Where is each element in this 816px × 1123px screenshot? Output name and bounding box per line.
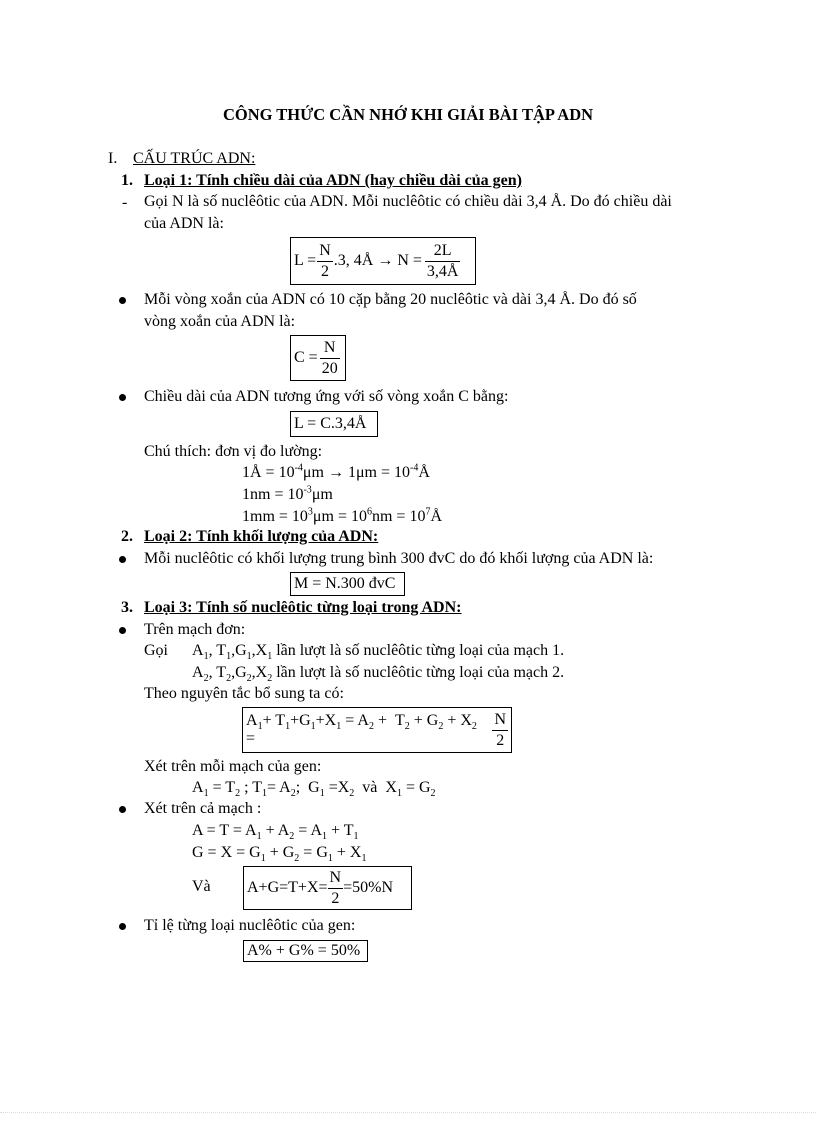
formula-text: M = N.300 đvC <box>294 575 396 592</box>
s: 1 <box>267 651 273 663</box>
loai3-number: 3. <box>121 599 133 616</box>
v: A <box>192 664 204 681</box>
loai1-text-line2: của ADN là: <box>144 215 224 232</box>
bullet-icon <box>119 627 126 634</box>
u-part: Å <box>430 508 442 525</box>
s: 1 <box>246 651 252 663</box>
loai2-heading: Loại 2: Tính khối lượng của ADN: <box>144 528 379 545</box>
u-sup: -3 <box>303 484 312 496</box>
section-number: I. <box>108 150 118 167</box>
s: 1 <box>226 651 232 663</box>
goi-label: Gọi <box>144 642 168 659</box>
formula-mass <box>290 572 405 596</box>
loai1-text-line1: Gọi N là số nuclêôtic của ADN. Mỗi nuclêôtic có chiều dài 3,4 Å. Do đó chiều dài <box>144 193 672 210</box>
section-heading: CẤU TRÚC ADN: <box>133 150 256 167</box>
s: 2 <box>267 673 273 685</box>
formula-lhs: L = <box>294 252 317 269</box>
per-strand-eq: $A_1 = T_2$ ; $T_1= A_2$; $G_1 =X_2$ và $X_1 = G_2$ <box>192 779 436 800</box>
formula-length <box>290 237 476 285</box>
frac-num: N <box>328 870 344 889</box>
page-bottom-border <box>0 1112 816 1113</box>
s: 2 <box>203 673 209 685</box>
loai2-text: Mỗi nuclêôtic có khối lượng trung bình 300 đvC do đó khối lượng của ADN là: <box>144 550 654 567</box>
u-sup: 6 <box>366 506 372 518</box>
u-part: Å <box>418 464 430 481</box>
u-part: 1nm = 10 <box>242 486 304 503</box>
unit-line-1 <box>242 462 430 481</box>
unit-line-2 <box>242 484 333 503</box>
u-sup: 3 <box>307 506 313 518</box>
v: X <box>255 664 268 681</box>
loai1-text-line4: vòng xoắn của ADN là: <box>144 313 296 330</box>
s: 2 <box>246 673 252 685</box>
frac-den: 2 <box>496 731 505 749</box>
frac-num: N <box>320 340 340 359</box>
formula-total <box>243 866 412 910</box>
frac-den: 2 <box>331 889 340 907</box>
frac-den: 3,4Å <box>426 262 459 280</box>
frac-den: 2 <box>320 262 329 280</box>
loai3-text-1: Trên mạch đơn: <box>144 621 246 638</box>
u-sup: -4 <box>410 462 419 474</box>
formula-text: L = C.3,4Å <box>294 415 367 432</box>
eq-gx: $G = X = G_1 + G_2 = G_1 + X_1$ <box>192 844 367 865</box>
page-title: CÔNG THỨC CẦN NHỚ KHI GIẢI BÀI TẬP ADN <box>222 105 594 124</box>
loai2-number: 2. <box>121 528 133 545</box>
loai3-text-3: Xét trên mỗi mạch của gen: <box>144 758 322 775</box>
loai1-text-line3: Mỗi vòng xoắn của ADN có 10 cặp bằng 20 nuclêôtic và dài 3,4 Å. Do đó số <box>144 291 637 308</box>
va-label: Và <box>192 878 211 895</box>
note-label: Chú thích: đơn vị đo lường: <box>144 443 323 460</box>
u-part: μm <box>311 486 333 503</box>
loai1-number: 1. <box>121 172 133 189</box>
formula-lhs: A+G=T+X= <box>247 879 328 896</box>
v: X <box>255 642 268 659</box>
strand2-line: $A_2$, $T_2,G_2,X_2$ lần lượt là số nuclêôtic từng loại của mạch 2. <box>192 664 565 685</box>
v: lần lượt là số nuclêôtic từng loại của mạch 2. <box>276 664 565 681</box>
v: G <box>235 642 247 659</box>
v: T <box>216 642 227 659</box>
formula-length-turns <box>290 411 378 437</box>
v: G <box>235 664 247 681</box>
s: 2 <box>226 673 232 685</box>
u-part: 1mm = 10 <box>242 508 308 525</box>
v: lần lượt là số nuclêôtic từng loại của mạch 1. <box>276 642 565 659</box>
s: 1 <box>203 651 209 663</box>
formula-lhs: C = <box>294 349 318 366</box>
dash-marker: - <box>122 194 128 211</box>
loai1-heading: Loại 1: Tính chiều dài của ADN (hay chiều dài của gen) <box>144 172 522 189</box>
u-sup: -4 <box>294 462 303 474</box>
loai3-text-2: Theo nguyên tắc bổ sung ta có: <box>144 685 344 702</box>
loai3-text-5: Tỉ lệ từng loại nuclêôtic của gen: <box>144 917 356 934</box>
frac-den: 20 <box>321 359 338 377</box>
frac-num: 2L <box>425 243 461 262</box>
formula-percent <box>243 940 368 962</box>
loai1-text-line5: Chiều dài của ADN tương ứng với số vòng xoắn C bằng: <box>144 388 509 405</box>
eq-at: $A = T = A_1 + A_2 = A_1 + T_1$ <box>192 822 359 843</box>
strand1-line: $A_1$, $T_1,G_1,X_1$ lần lượt là số nuclêôtic từng loại của mạch 1. <box>192 642 565 663</box>
formula-complement: $A_1+ T_1+G_1+X_1 = A_2 + T_2 + G_2 + X_2$ = $\frac{N}{2}$ <box>242 707 512 753</box>
bullet-icon <box>119 923 126 930</box>
frac-num: N <box>492 712 508 731</box>
bullet-icon <box>119 297 126 304</box>
unit-line-3 <box>242 506 442 525</box>
formula-rhs: =50%N <box>343 879 393 896</box>
formula-turns <box>290 335 346 381</box>
u-part: μm = 10 <box>312 508 367 525</box>
bullet-icon <box>119 394 126 401</box>
v: T <box>216 664 227 681</box>
u-sup: 7 <box>425 506 431 518</box>
u-part: 1Å = 10 <box>242 464 295 481</box>
loai3-heading: Loại 3: Tính số nuclêôtic từng loại trong ADN: <box>144 599 462 616</box>
formula-mid: .3, 4Å → N = <box>333 252 422 269</box>
u-part: μm → 1μm = 10 <box>302 464 410 481</box>
bullet-icon <box>119 556 126 563</box>
frac-num: N <box>317 243 333 262</box>
u-part: nm = 10 <box>371 508 426 525</box>
formula-text: A% + G% = 50% <box>247 942 361 959</box>
loai3-text-4: Xét trên cả mạch : <box>144 800 262 817</box>
v: A <box>192 642 204 659</box>
bullet-icon <box>119 806 126 813</box>
